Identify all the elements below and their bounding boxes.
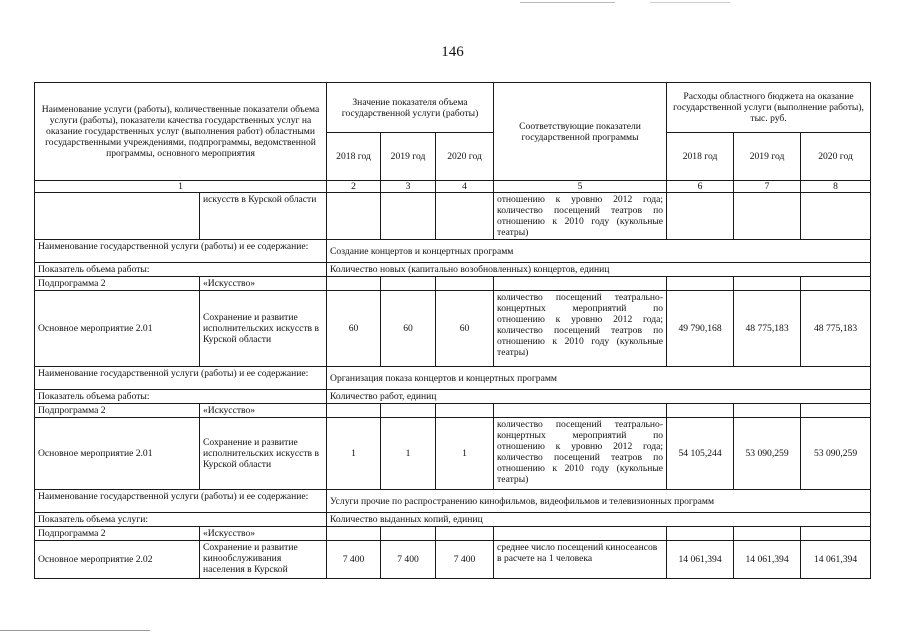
cell-subprogram-value: «Искусство» <box>200 404 327 418</box>
header-col-name: Наименование услуги (работы), количественные показатели объема услуги (работы), показатели качества государственных услуг на оказание государственных услуг (выполнения работ) областными государственными учреждениями, подпрограммы, ведомственной программы, основного мероприятия <box>35 83 327 181</box>
cell-program-indicator: среднее число посещений киносеансов в расчете на 1 человека <box>494 541 667 579</box>
header-col-budget: Расходы областного бюджета на оказание государственной услуги (выполнение работы), тыс. руб. <box>667 83 871 133</box>
cell-budget-2020: 48 775,183 <box>801 291 871 367</box>
cell-empty <box>494 277 667 291</box>
top-rule <box>520 2 615 3</box>
header-col-program: Соответствующие показатели государственной программы <box>494 83 667 181</box>
table-row <box>35 390 871 404</box>
cell-value-2019: 60 <box>381 291 436 367</box>
cell-empty <box>667 404 734 418</box>
cell-empty <box>734 193 801 240</box>
cell-empty <box>381 193 436 240</box>
cell-subprogram-label: Подпрограмма 2 <box>35 277 200 291</box>
cell-empty <box>667 277 734 291</box>
col-number-4: 4 <box>436 181 494 193</box>
cell-service-label: Наименование государственной услуги (работы) и ее содержание: <box>35 367 327 390</box>
col-number-5: 5 <box>494 181 667 193</box>
cell-value-2020: 60 <box>436 291 494 367</box>
header-col-value: Значение показателя объема государственной услуги (работы) <box>327 83 494 133</box>
cell-empty <box>327 527 381 541</box>
cell-budget-2019: 53 090,259 <box>734 418 801 490</box>
cell-empty <box>35 193 200 240</box>
cell-subprogram-label: Подпрограмма 2 <box>35 527 200 541</box>
cell-empty <box>381 527 436 541</box>
cell-empty <box>734 404 801 418</box>
cell-empty <box>667 193 734 240</box>
cell-value-2020: 7 400 <box>436 541 494 579</box>
cell-service-label: Наименование государственной услуги (работы) и ее содержание: <box>35 240 327 263</box>
bottom-rule <box>0 630 150 631</box>
cell-volume-value: Количество новых (капитально возобновленных) концертов, единиц <box>327 263 871 277</box>
cell-value-2019: 7 400 <box>381 541 436 579</box>
cell-program-indicator: количество посещений театрально-концертных мероприятий по отношению к уровню 2012 года; количество посещений театров по отношению к 2010 году (кукольные театры) <box>494 418 667 490</box>
col-number-6: 6 <box>667 181 734 193</box>
cell-budget-2018: 14 061,394 <box>667 541 734 579</box>
header-year-2019: 2019 год <box>381 133 436 181</box>
cell-empty <box>801 277 871 291</box>
header-year-2018: 2018 год <box>327 133 381 181</box>
table-row <box>35 193 871 240</box>
cell-empty <box>327 404 381 418</box>
cell-activity-label: Основное мероприятие 2.01 <box>35 418 200 490</box>
cell-volume-label: Показатель объема работы: <box>35 390 327 404</box>
header-budget-year-2019: 2019 год <box>734 133 801 181</box>
cell-activity-label: Основное мероприятие 2.02 <box>35 541 200 579</box>
table-row <box>35 240 871 263</box>
col-number-7: 7 <box>734 181 801 193</box>
cell-empty <box>667 527 734 541</box>
cell-empty <box>327 193 381 240</box>
col-number-2: 2 <box>327 181 381 193</box>
cell-volume-value: Количество работ, единиц <box>327 390 871 404</box>
col-number-3: 3 <box>381 181 436 193</box>
cell-budget-2020: 53 090,259 <box>801 418 871 490</box>
cell-subprogram-value: «Искусство» <box>200 277 327 291</box>
cell-budget-2020: 14 061,394 <box>801 541 871 579</box>
cell-service-label: Наименование государственной услуги (работы) и ее содержание: <box>35 490 327 513</box>
cell-service-value: Организация показа концертов и концертных программ <box>327 367 871 390</box>
header-row <box>35 83 871 133</box>
cell-empty <box>801 527 871 541</box>
cell-empty <box>381 277 436 291</box>
cell-activity-name: Сохранение и развитие исполнительских искусств в Курской области <box>200 418 327 490</box>
header-budget-year-2020: 2020 год <box>801 133 871 181</box>
cell-program-indicator: количество посещений театрально-концертных мероприятий по отношению к уровню 2012 года; количество посещений театров по отношению к 2010 году (кукольные театры) <box>494 291 667 367</box>
cell-value-2020: 1 <box>436 418 494 490</box>
cell-budget-2019: 14 061,394 <box>734 541 801 579</box>
cell-empty <box>734 527 801 541</box>
table-row <box>35 367 871 390</box>
col-number-8: 8 <box>801 181 871 193</box>
cell-budget-2018: 49 790,168 <box>667 291 734 367</box>
cell-empty <box>436 404 494 418</box>
table-row <box>35 263 871 277</box>
cell-activity-label: Основное мероприятие 2.01 <box>35 291 200 367</box>
cell-service-value: Создание концертов и концертных программ <box>327 240 871 263</box>
cell-empty <box>436 277 494 291</box>
cell-empty <box>734 277 801 291</box>
table-row <box>35 490 871 513</box>
table-row <box>35 513 871 527</box>
cell-activity-name: Сохранение и развитие исполнительских искусств в Курской области <box>200 291 327 367</box>
col-number-1: 1 <box>35 181 327 193</box>
header-year-2020: 2020 год <box>436 133 494 181</box>
header-budget-year-2018: 2018 год <box>667 133 734 181</box>
cell-subprogram-label: Подпрограмма 2 <box>35 404 200 418</box>
cell-volume-label: Показатель объема услуги: <box>35 513 327 527</box>
cell-value-2019: 1 <box>381 418 436 490</box>
table-row <box>35 527 871 541</box>
cell-value-2018: 7 400 <box>327 541 381 579</box>
page-number: 146 <box>441 44 464 60</box>
cell-budget-2018: 54 105,244 <box>667 418 734 490</box>
cell-volume-label: Показатель объема работы: <box>35 263 327 277</box>
cell-empty <box>436 527 494 541</box>
cell-empty <box>494 404 667 418</box>
cell-service-value: Услуги прочие по распространению кинофильмов, видеофильмов и телевизионных программ <box>327 490 871 513</box>
table-row <box>35 291 871 367</box>
cell-empty <box>327 277 381 291</box>
cell-subprogram-value: «Искусство» <box>200 527 327 541</box>
top-rule-2 <box>650 2 730 3</box>
cell-empty <box>494 527 667 541</box>
table-row <box>35 418 871 490</box>
table-row <box>35 404 871 418</box>
cell-activity-name: Сохранение и развитие кинообслуживания населения в Курской <box>200 541 327 579</box>
cell-volume-value: Количество выданных копий, единиц <box>327 513 871 527</box>
cell-empty <box>801 193 871 240</box>
cell-value-2018: 60 <box>327 291 381 367</box>
cell-activity-name: искусств в Курской области <box>200 193 327 240</box>
cell-program-indicator: отношению к уровню 2012 года; количество посещений театров по отношению к 2010 году (кукольные театры) <box>494 193 667 240</box>
table-row <box>35 541 871 579</box>
cell-empty <box>801 404 871 418</box>
cell-empty <box>381 404 436 418</box>
cell-value-2018: 1 <box>327 418 381 490</box>
cell-empty <box>436 193 494 240</box>
budget-table <box>34 82 871 579</box>
cell-budget-2019: 48 775,183 <box>734 291 801 367</box>
column-number-row <box>35 181 871 193</box>
table-row <box>35 277 871 291</box>
